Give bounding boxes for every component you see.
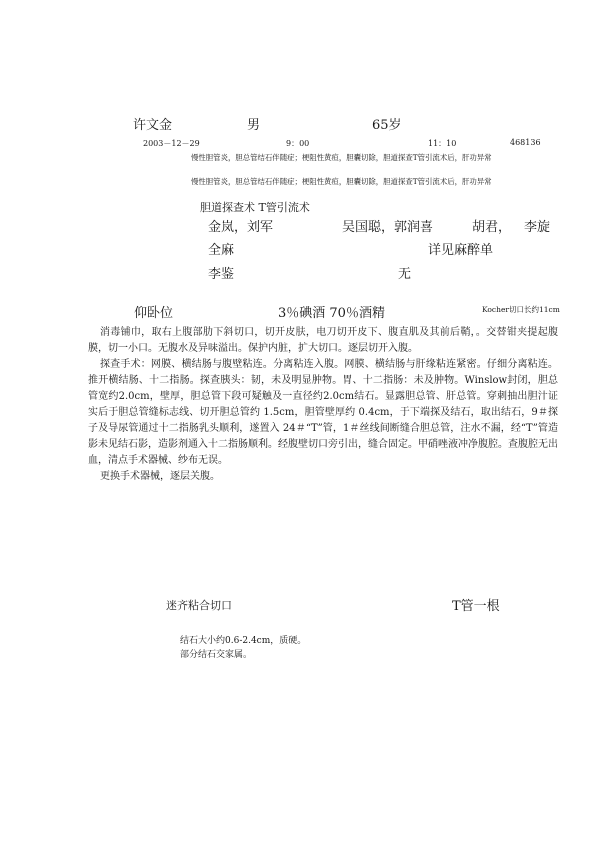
anesthesiologist: 李鉴 bbox=[208, 267, 235, 282]
pre-op-diagnosis: 慢性胆管炎，胆总管结石伴随症；梗阻性黄疸，胆囊切除，胆道探查T管引流术后，肝功异常 bbox=[191, 153, 492, 162]
start-time: 9：00 bbox=[286, 139, 310, 148]
anesthesia-method: 全麻 bbox=[208, 243, 235, 258]
patient-name: 许文金 bbox=[133, 118, 173, 133]
assistants: 吴国聪，郭润喜 bbox=[342, 220, 434, 235]
operation-procedure bbox=[88, 325, 558, 485]
nurse-2: 李旋 bbox=[524, 220, 551, 235]
patient-age: 65岁 bbox=[372, 118, 402, 133]
operation-name: 胆道探查术 T管引流术 bbox=[200, 201, 310, 214]
specimen-line: 部分结石交家属。 bbox=[180, 650, 253, 660]
nurse-1: 胡君， bbox=[472, 220, 512, 235]
surgeons: 金岚，刘军 bbox=[208, 220, 274, 235]
end-time: 11：10 bbox=[428, 139, 457, 148]
specimen-line: 结石大小约0.6-2.4cm，质硬。 bbox=[180, 636, 307, 646]
record-number: 468136 bbox=[510, 138, 541, 147]
procedure-paragraph: 更换手术器械，逐层关腹。 bbox=[100, 471, 220, 482]
operation-date: 2003－12－29 bbox=[143, 139, 200, 148]
patient-sex: 男 bbox=[247, 118, 261, 133]
incision: Kocher切口长约11cm bbox=[482, 305, 560, 314]
closure-method: 迷齐粘合切口 bbox=[166, 599, 232, 612]
post-op-diagnosis: 慢性胆管炎，胆总管结石伴随症；梗阻性黄疸，胆囊切除，胆道探查T管引流术后，肝功异常 bbox=[191, 177, 492, 186]
procedure-paragraph: 探查手术：网膜、横结肠与腹壁粘连。分离粘连入腹。网膜、横结肠与肝缘粘连紧密。仔细分离粘连。推开横结肠、十二指肠。探查胰头：韧，未及明显肿物。胃、十二指肠：未及肿物。Winslow封闭，胆总管宽约2.0cm，壁厚，胆总管下段可疑触及一直径约2.0cm结石。显露胆总管、肝总管。穿刺抽出胆汁证实后于胆总管缝标志线、切开胆总管约 1.5cm，胆管壁厚约 0.4cm，于下端探及结石，取出结石，9＃探子及导尿管通过十二指肠乳头顺利，遂置入 24＃“T”管，1＃丝线间断缝合胆总管，注水不漏，经“T”管造影未见结石影，造影剂通入十二指肠顺利。经腹壁切口旁引出，缝合固定。甲硝唑液冲净腹腔。查腹腔无出血，清点手术器械、纱布无误。 bbox=[88, 359, 558, 466]
patient-position: 仰卧位 bbox=[134, 306, 174, 321]
drain: T管一根 bbox=[452, 599, 500, 614]
procedure-paragraph: 消毒铺巾，取右上腹部肋下斜切口，切开皮肤，电刀切开皮下、腹直肌及其前后鞘，。交替钳夹提起腹膜，切一小口。无腹水及异味溢出。保护内脏，扩大切口。逐层切开入腹。 bbox=[88, 327, 558, 354]
anesthesia-note: 详见麻醉单 bbox=[428, 243, 494, 258]
complications: 无 bbox=[398, 267, 412, 282]
disinfection: 3％碘酒 70％酒精 bbox=[278, 306, 385, 321]
